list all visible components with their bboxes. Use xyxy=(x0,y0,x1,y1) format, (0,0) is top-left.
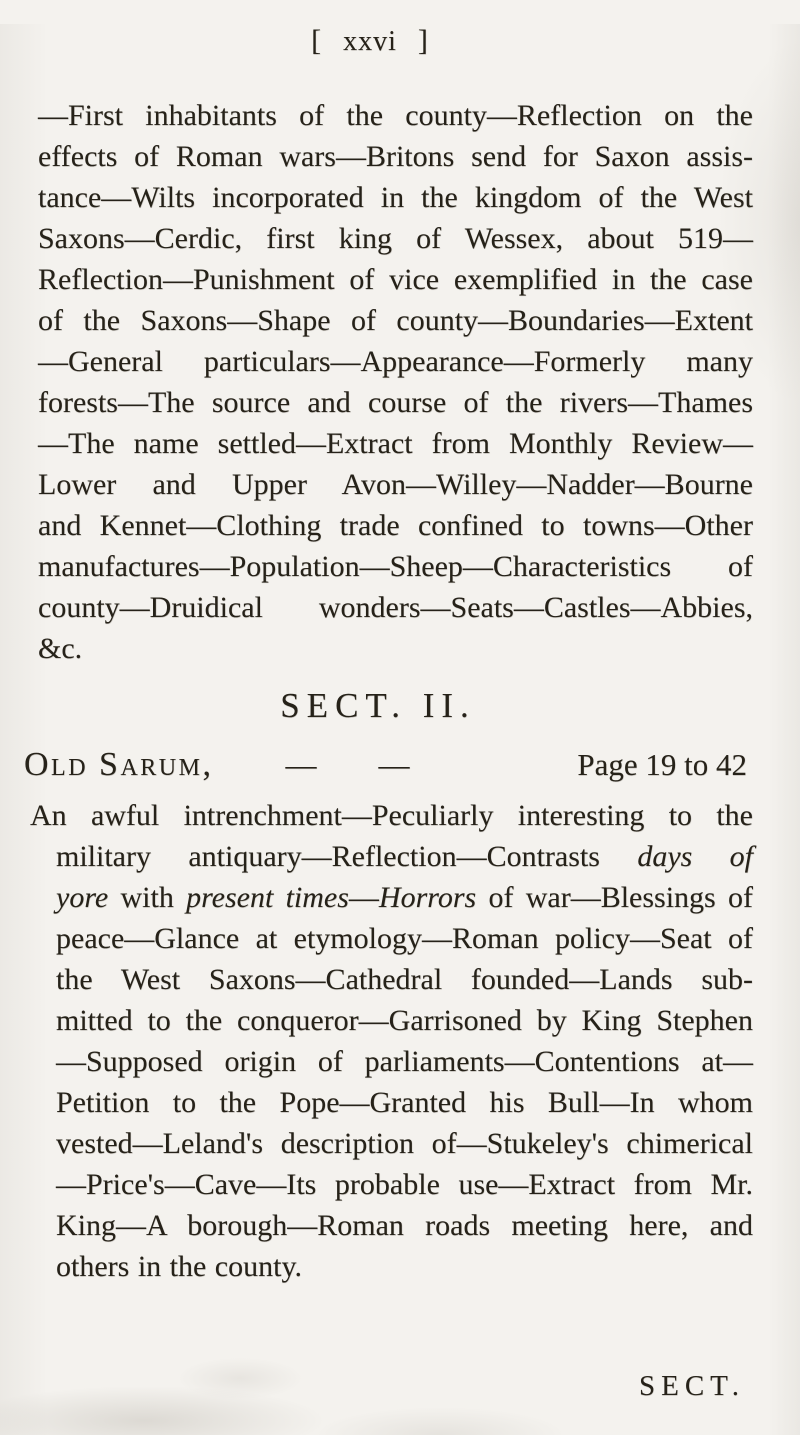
text-line: yore with present times—Horrors of war—Blessings of xyxy=(56,881,753,914)
page-number-roman: xxvi xyxy=(343,26,397,57)
text-line: Reflection—Punishment of vice exemplified in the case xyxy=(38,263,753,296)
text-line: the West Saxons—Cathedral founded—Lands sub- xyxy=(56,963,753,996)
section2-entry-line xyxy=(24,743,747,787)
text-line: —Supposed origin of parliaments—Contentions at— xyxy=(56,1045,753,1078)
text-line: tance—Wilts incorporated in the kingdom of the West xyxy=(38,181,753,214)
entry-dash: — xyxy=(378,747,410,782)
text-line: mitted to the conqueror—Garrisoned by King Stephen xyxy=(56,1004,753,1037)
text-line: —General particulars—Appearance—Formerly many xyxy=(38,345,753,378)
entry-dash: — xyxy=(285,747,317,782)
text-line: An awful intrenchment—Peculiarly interesting to the xyxy=(30,799,753,832)
section2-heading: SECT. II. xyxy=(280,686,476,725)
text-line: county—Druidical wonders—Seats—Castles—Abbies, xyxy=(38,591,753,624)
text-line: others in the county. xyxy=(56,1250,303,1283)
text-line: Saxons—Cerdic, first king of Wessex, about 519— xyxy=(38,222,753,255)
section2-summary-paragraph xyxy=(30,795,753,1287)
text-line: military antiquary—Reflection—Contrasts days of xyxy=(56,840,754,873)
text-line: Petition to the Pope—Granted his Bull—In whom xyxy=(56,1086,753,1119)
text-line: and Kennet—Clothing trade confined to towns—Other xyxy=(38,509,753,542)
entry-page-ref: Page 19 to 42 xyxy=(577,747,747,782)
entry-title: Old Sarum, xyxy=(24,746,214,783)
text-line: forests—The source and course of the rivers—Thames xyxy=(38,386,753,419)
text-line: peace—Glance at etymology—Roman policy—Seat of xyxy=(56,922,753,955)
right-bracket: ] xyxy=(417,24,429,57)
text-line: Lower and Upper Avon—Willey—Nadder—Bourne xyxy=(38,468,753,501)
text-line: —The name settled—Extract from Monthly Review— xyxy=(38,427,753,460)
text-line: —Price's—Cave—Its probable use—Extract from Mr. xyxy=(56,1168,753,1201)
text-line: King—A borough—Roman roads meeting here, and xyxy=(56,1209,753,1242)
catchword: SECT. xyxy=(639,1370,745,1402)
book-page xyxy=(0,24,800,1402)
text-line: vested—Leland's description of—Stukeley's chimerical xyxy=(56,1127,753,1160)
text-line: effects of Roman wars—Britons send for Saxon assis- xyxy=(38,140,753,173)
text-line: manufactures—Population—Sheep—Characteristics of xyxy=(38,550,753,583)
page-number-heading xyxy=(0,24,740,59)
text-line: —First inhabitants of the county—Reflection on the xyxy=(38,99,753,132)
text-line: of the Saxons—Shape of county—Boundaries—Extent xyxy=(38,304,753,337)
section1-summary-paragraph xyxy=(38,95,753,669)
left-bracket: [ xyxy=(311,24,323,57)
text-line: &c. xyxy=(38,632,83,665)
